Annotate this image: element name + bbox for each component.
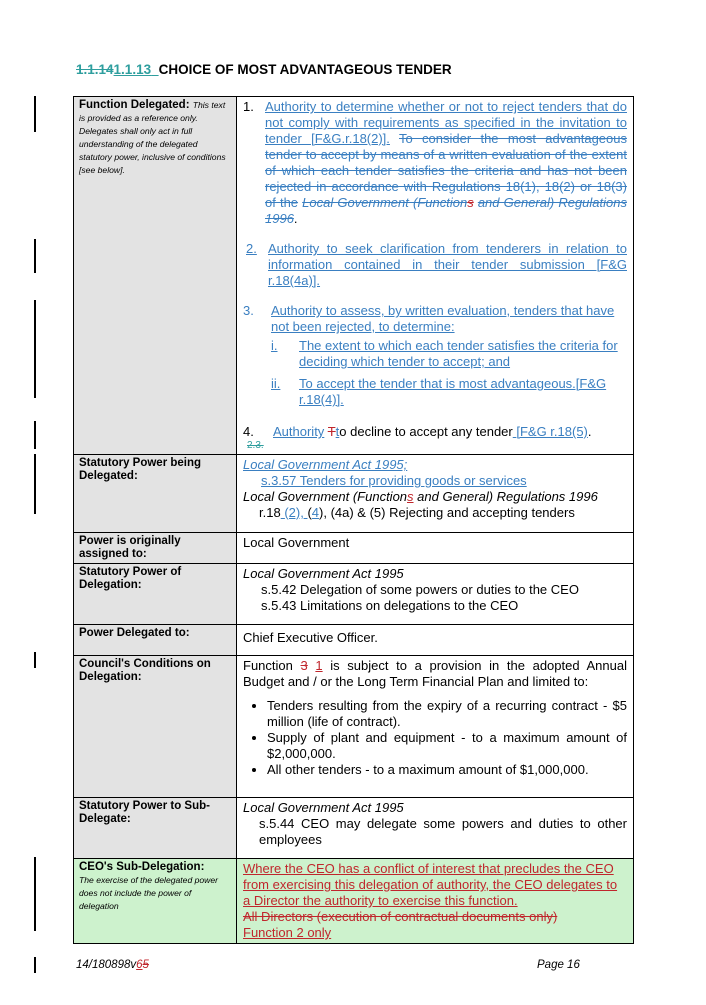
sub-delegation-inserted: Where the CEO has a conflict of interest that precludes the CEO from exercising this delegation of authority, the CEO delegates to a Director the authority to exercise this function.	[243, 861, 618, 908]
sub-delegation-function: Function 2 only	[243, 925, 332, 940]
function-item-1: 1. Authority to determine whether or not to reject tenders that do not comply with requirements as specified in the invitation to tender [F&G.r.18(2)]. To consider the most advantageous tender to accept by means of a written evaluation of the extent of which each tender satisfies the criteria and has not been rejected in accordance with Regulations 18(1), 18(2) or 18(3) of the Local Government (Functions and General) Regulations 1996.	[243, 99, 627, 226]
conditions-value: Function 3 1 is subject to a provision in the adopted Annual Budget and / or the Long Term Financial Plan and limited to: • Tenders resulting from the expiry of a recurring contract - $5 million (life of contract). • Supply of plant and equipment - to a maximum amount of $2,000,000. • All other tenders - to a maximum amount of $1,000,000.	[237, 656, 634, 798]
change-bar	[34, 652, 36, 668]
item1-inserted-text: Authority to determine whether or not to reject tenders that do not comply with requirements as specified in the invitation to tender [F&G.r.18(2)].	[265, 99, 627, 146]
change-bar	[34, 454, 36, 514]
function-item-3-i: i. The extent to which each tender satisfies the criteria for deciding which tender to accept; and	[271, 338, 618, 369]
heading-number-deleted: 1.1.14	[76, 62, 114, 77]
change-bar	[34, 857, 36, 931]
function-item-2: 2. Authority to seek clarification from tenderers in relation to information contained in their tender submission [F&G r.18(4a)].	[246, 241, 627, 288]
change-bar	[34, 96, 36, 132]
heading-title: CHOICE OF MOST ADVANTAGEOUS TENDER	[158, 62, 452, 77]
conditions-label-cell: Council's Conditions on Delegation:	[74, 656, 237, 798]
item1-deleted-text: To consider the most advantageous tender to accept by means of a written evaluation of the extent of which each tender satisfies the criteria and has not been rejected in accordance with Regulations 18(1), 18(2) or 18(3) of the	[265, 131, 627, 210]
sub-delegate-label-cell: Statutory Power to Sub-Delegate:	[74, 798, 237, 859]
statutory-power-value: Local Government Act 1995; s.3.57 Tenders for providing goods or services Local Government (Functions and General) Regulations 1996 r.18 (2), (4), (4a) & (5) Rejecting and accepting tenders	[237, 455, 634, 533]
function-delegated-label: Function Delegated:	[79, 99, 190, 111]
heading-number-inserted: 1.1.13	[113, 62, 152, 77]
change-bar	[34, 421, 36, 449]
function-delegated-label-cell	[74, 97, 237, 455]
power-of-delegation-label-cell: Statutory Power of Delegation:	[74, 564, 237, 625]
conditions-list-item: • All other tenders - to a maximum amount of $1,000,000.	[267, 762, 627, 778]
conditions-list-item: • Tenders resulting from the expiry of a recurring contract - $5 million (life of contract).	[267, 698, 627, 730]
function-item-3: 3. Authority to assess, by written evaluation, tenders that have not been rejected, to determine:	[243, 303, 615, 334]
sub-delegate-value: Local Government Act 1995 s.5.44 CEO may delegate some powers and duties to other employees	[237, 798, 634, 859]
originally-assigned-label-cell: Power is originally assigned to:	[74, 533, 237, 564]
power-of-delegation-value: Local Government Act 1995 s.5.42 Delegation of some powers or duties to the CEO s.5.43 Limitations on delegations to the CEO	[237, 564, 634, 625]
statutory-power-label-cell: Statutory Power being Delegated:	[74, 455, 237, 533]
function-item-3-ii: ii. To accept the tender that is most advantageous.[F&G r.18(4)].	[271, 376, 607, 407]
sub-delegation-deleted: All Directors (execution of contractual documents only)	[243, 909, 558, 924]
conditions-list-item: • Supply of plant and equipment - to a maximum amount of $2,000,000.	[267, 730, 627, 762]
change-bar	[34, 239, 36, 273]
section-heading	[76, 62, 452, 77]
originally-assigned-value: Local Government	[237, 533, 634, 564]
document-reference: 14/180898v65	[76, 959, 149, 971]
function-delegated-note: This text is provided as a reference only. Delegates shall only act in full understanding of the delegated statutory power, inclusive of conditions [see below].	[79, 100, 226, 175]
ceo-sub-delegation-value	[237, 859, 634, 944]
conditions-list	[243, 698, 627, 778]
deleted-numbering: 2.3.	[247, 440, 264, 451]
function-item-4: 4. Authority Tto decline to accept any tender [F&G r.18(5).	[243, 424, 592, 439]
delegated-to-value: Chief Executive Officer.	[237, 625, 634, 656]
delegation-table	[73, 96, 634, 944]
function-delegated-value	[237, 97, 634, 455]
change-bar	[34, 957, 36, 973]
page-number: Page 16	[537, 959, 580, 971]
change-bar	[34, 300, 36, 398]
delegated-to-label-cell: Power Delegated to:	[74, 625, 237, 656]
ceo-sub-delegation-label-cell: CEO's Sub-Delegation: The exercise of the delegated power does not include the power of delegation	[74, 859, 237, 944]
